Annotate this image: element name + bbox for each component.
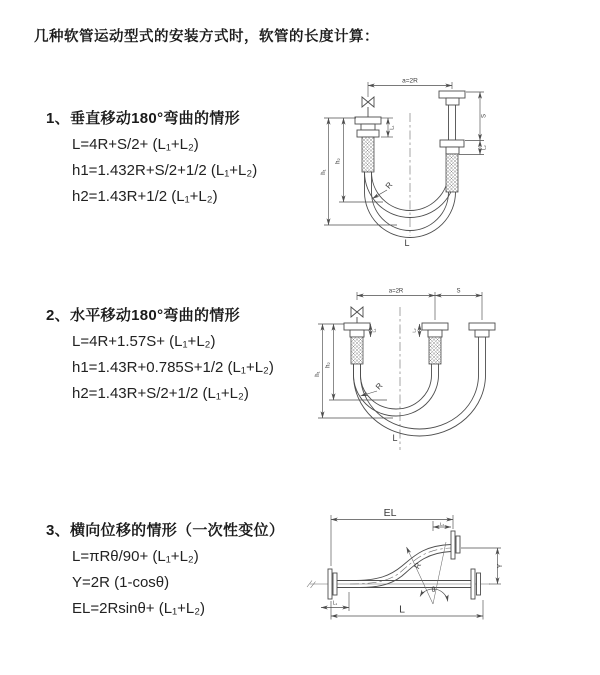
dim-label-l2: L₂ bbox=[411, 328, 417, 333]
formula-line: L=πRθ/90+ (L₁+L₂) bbox=[72, 548, 199, 565]
dim-label-r: R bbox=[383, 180, 395, 191]
dim-label-l2: L₂ bbox=[481, 145, 488, 150]
dim-label-l2: L₂ bbox=[439, 522, 445, 528]
section-1-heading: 1、垂直移动180°弯曲的情形 bbox=[46, 110, 240, 127]
dim-label-theta: θ bbox=[431, 587, 436, 594]
dimension-labels bbox=[321, 78, 488, 249]
middle-flange-fitting bbox=[422, 323, 448, 364]
dim-label-h1: h₁ bbox=[321, 169, 327, 175]
right-flange-fitting bbox=[439, 91, 465, 192]
dim-label-a2r: a=2R bbox=[402, 77, 418, 85]
formula-line: L=4R+1.57S+ (L₁+L₂) bbox=[72, 333, 216, 350]
section-2-heading: 2、水平移动180°弯曲的情形 bbox=[46, 307, 240, 324]
dim-label-h1: h₁ bbox=[315, 371, 321, 377]
dimension-labels bbox=[333, 507, 504, 616]
formula-line: h1=1.432R+S/2+1/2 (L₁+L₂) bbox=[72, 162, 258, 179]
angle-construction bbox=[407, 542, 448, 604]
valve-icon bbox=[362, 97, 374, 117]
dimension-lines bbox=[324, 82, 484, 225]
formula-line: EL=2Rsinθ+ (L₁+L₂) bbox=[72, 600, 206, 617]
dim-label-l1: L₁ bbox=[389, 125, 396, 130]
braid-section bbox=[362, 137, 374, 172]
braid-section bbox=[429, 337, 441, 364]
dim-label-y: Y bbox=[497, 563, 504, 569]
right-flange-fitting bbox=[469, 323, 495, 337]
diagram-vertical-180-bend bbox=[321, 78, 488, 249]
dimension-lines bbox=[321, 515, 501, 620]
diagram-horizontal-180-bend bbox=[315, 289, 495, 451]
dim-label-h2: h₂ bbox=[325, 362, 332, 368]
dim-label-el: EL bbox=[383, 507, 397, 519]
page-title: 几种软管运动型式的安装方式时，软管的长度计算： bbox=[34, 29, 379, 45]
dim-label-l1: L₁ bbox=[332, 600, 338, 607]
dim-label-l: L bbox=[399, 603, 405, 616]
dim-label-l1: L₁ bbox=[371, 328, 377, 333]
dim-label-s: S bbox=[456, 288, 461, 295]
dim-label-a2r: a=2R bbox=[388, 288, 404, 295]
upper-flange bbox=[451, 531, 460, 559]
dim-label-r: R bbox=[412, 561, 424, 571]
valve-icon bbox=[351, 307, 363, 323]
dim-label-l: L bbox=[392, 433, 398, 443]
s-curve-hose bbox=[350, 545, 451, 588]
braid-section bbox=[446, 154, 458, 192]
left-flange-fitting bbox=[344, 323, 370, 364]
dim-label-l: L bbox=[404, 238, 410, 248]
dim-label-s: S bbox=[481, 113, 488, 119]
braid-section bbox=[351, 337, 363, 364]
diagram-lateral-displacement bbox=[307, 507, 504, 620]
dim-label-r: R bbox=[373, 381, 385, 392]
formula-line: h2=1.43R+1/2 (L₁+L₂) bbox=[72, 188, 218, 205]
formula-line: h1=1.43R+0.785S+1/2 (L₁+L₂) bbox=[72, 359, 274, 376]
dim-label-h2: h₂ bbox=[335, 158, 342, 164]
formula-line: h2=1.43R+S/2+1/2 (L₁+L₂) bbox=[72, 385, 249, 402]
left-flange-fitting bbox=[355, 117, 381, 172]
formula-line: Y=2R (1-cosθ) bbox=[72, 574, 170, 591]
section-3-heading: 3、横向位移的情形（一次性变位） bbox=[46, 522, 285, 539]
hose-outline bbox=[354, 337, 486, 436]
formula-line: L=4R+S/2+ (L₁+L₂) bbox=[72, 136, 199, 153]
